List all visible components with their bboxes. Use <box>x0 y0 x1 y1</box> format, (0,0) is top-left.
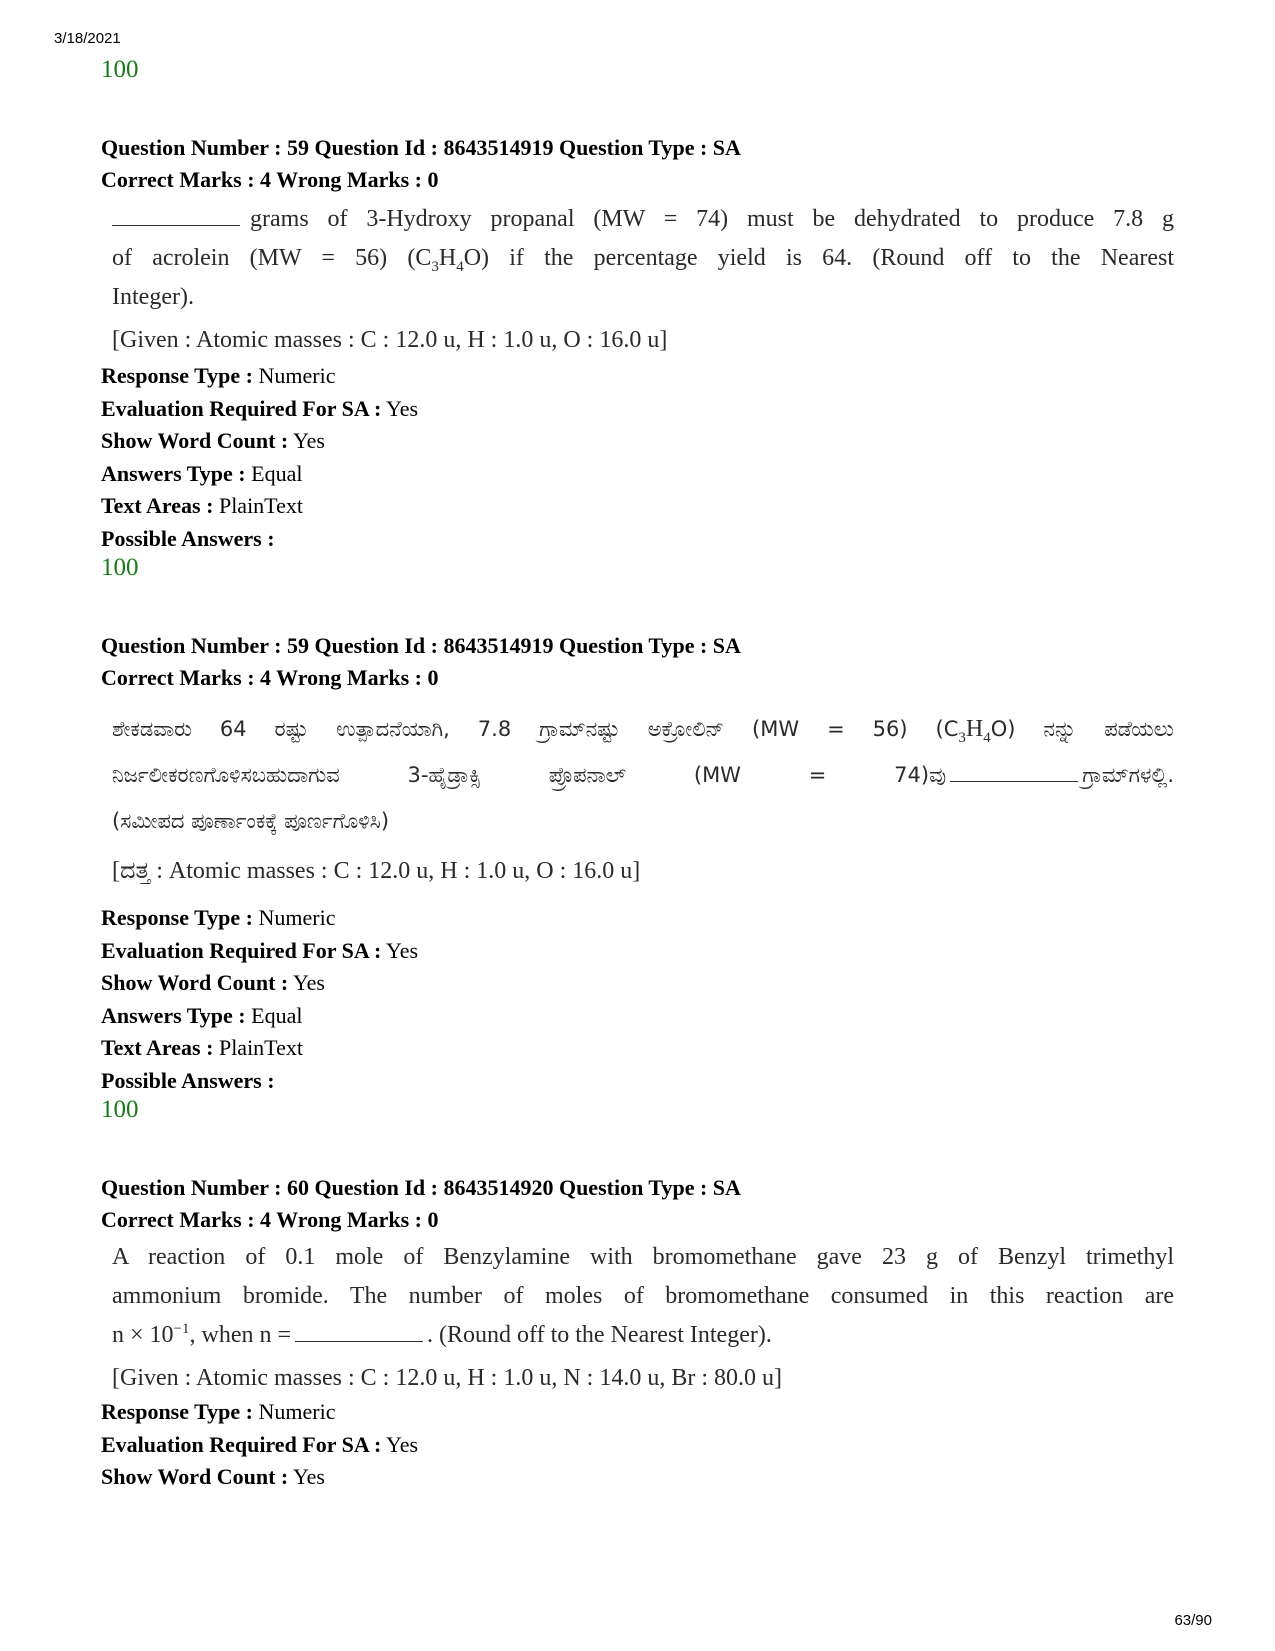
possible-answers-row: Possible Answers : <box>101 1067 275 1093</box>
given-data: [Given : Atomic masses : C : 12.0 u, H : 1.0 u, N : 14.0 u, Br : 80.0 u] <box>112 1365 782 1391</box>
answer-blank <box>295 1319 423 1342</box>
question-properties <box>101 1396 418 1494</box>
question-line: $n \times 10^{-1}$, when n = . (Round off to the Nearest Integer). <box>112 1321 772 1348</box>
question-line: Integer). <box>112 284 194 310</box>
question-properties <box>101 902 418 1097</box>
answer-blank <box>112 203 240 226</box>
answers-type-row: Answers Type : Equal <box>101 1002 303 1028</box>
question-meta-line: Question Number : 59 Question Id : 8643514919 Question Type : SA <box>101 633 741 658</box>
question-line: ammonium bromide. The number of moles of bromomethane consumed in this reaction are <box>112 1283 1174 1309</box>
answer-blank <box>950 759 1078 782</box>
response-type-row: Response Type : Numeric <box>101 363 336 388</box>
question-line: grams of 3-Hydroxy propanal (MW = 74) must be dehydrated to produce 7.8 g <box>112 200 1174 239</box>
question-line: A reaction of 0.1 mole of Benzylamine with bromomethane gave 23 g of Benzyl trimethyl <box>112 1244 1174 1270</box>
question-line: (ಸಮೀಪದ ಪೂರ್ಣಾಂಕಕ್ಕೆ ಪೂರ್ಣಗೊಳಿಸಿ) <box>112 809 390 833</box>
possible-answer-value: 100 <box>101 554 139 581</box>
marks-line: Correct Marks : 4 Wrong Marks : 0 <box>101 167 439 192</box>
response-type-row: Response Type : Numeric <box>101 905 336 930</box>
response-type-row: Response Type : Numeric <box>101 1399 336 1424</box>
word-count-row: Show Word Count : Yes <box>101 428 325 453</box>
print-date: 3/18/2021 <box>54 30 121 47</box>
question-line: of acrolein (MW = 56) $(C_3H_4O)$ if the percentage yield is 64. (Round off to the Nearest <box>112 245 1174 275</box>
given-data: [Given : Atomic masses : C : 12.0 u, H : 1.0 u, O : 16.0 u] <box>112 327 668 353</box>
possible-answer-value: 100 <box>101 1096 139 1123</box>
question-meta-line: Question Number : 59 Question Id : 8643514919 Question Type : SA <box>101 135 741 160</box>
question-header <box>101 132 741 196</box>
question-properties <box>101 360 418 555</box>
possible-answer-value: 100 <box>101 56 139 83</box>
question-text <box>112 706 1174 894</box>
marks-line: Correct Marks : 4 Wrong Marks : 0 <box>101 665 439 690</box>
question-meta-line: Question Number : 60 Question Id : 8643514920 Question Type : SA <box>101 1175 741 1200</box>
word-count-row: Show Word Count : Yes <box>101 1464 325 1489</box>
marks-line: Correct Marks : 4 Wrong Marks : 0 <box>101 1207 439 1232</box>
question-text <box>112 1238 1174 1398</box>
question-line: ಶೇಕಡವಾರು 64 ರಷ್ಟು ಉತ್ಪಾದನೆಯಾಗಿ, 7.8 ಗ್ರಾಮ್‌ನಷ್ಟು ಅಕ್ರೋಲಿನ್ (MW = 56) $(C_3H_4O)$ ನನ್ನು ಪಡೆಯಲು <box>112 716 1174 746</box>
possible-answers-row: Possible Answers : <box>101 525 275 551</box>
answers-type-row: Answers Type : Equal <box>101 460 303 486</box>
text-areas-row: Text Areas : PlainText <box>101 1035 303 1060</box>
question-text <box>112 200 1174 360</box>
question-header <box>101 1172 741 1236</box>
evaluation-row: Evaluation Required For SA : Yes <box>101 937 419 963</box>
page-number: 63/90 <box>1174 1612 1212 1629</box>
question-line: ನಿರ್ಜಲೀಕರಣಗೊಳಿಸಬಹುದಾಗುವ 3-ಹೈಡ್ರಾಕ್ಸಿ ಪ್ರೊಪನಾಲ್ (MW = 74)ವು ಗ್ರಾಮ್‌ಗಳಲ್ಲಿ. <box>112 752 1174 798</box>
evaluation-row: Evaluation Required For SA : Yes <box>101 1431 419 1457</box>
evaluation-row: Evaluation Required For SA : Yes <box>101 395 419 421</box>
given-data: [ದತ್ತ : Atomic masses : C : 12.0 u, H : 1.0 u, O : 16.0 u] <box>112 858 641 884</box>
text-areas-row: Text Areas : PlainText <box>101 493 303 518</box>
word-count-row: Show Word Count : Yes <box>101 970 325 995</box>
question-header <box>101 630 741 694</box>
